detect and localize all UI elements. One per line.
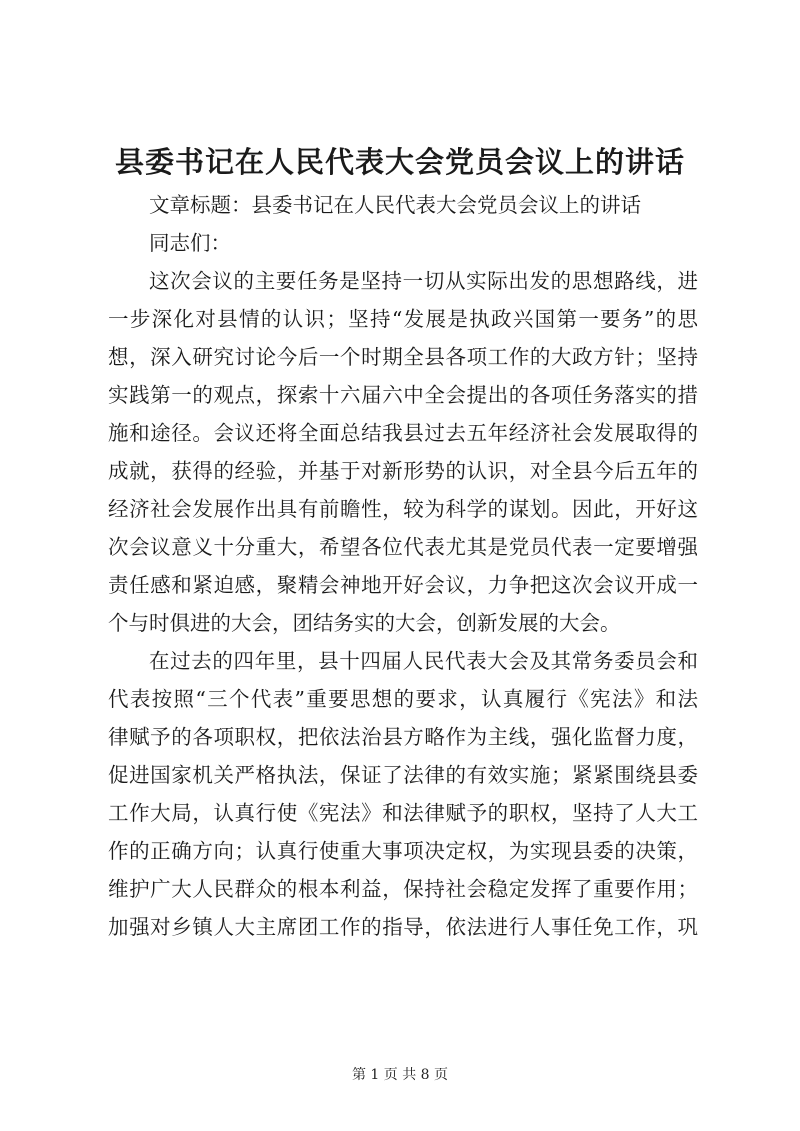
paragraph-line: 施和途径。会议还将全面总结我县过去五年经济社会发展取得的 <box>108 421 698 445</box>
paragraph-line: 代表按照“三个代表”重要思想的要求，认真履行《宪法》和法 <box>108 687 698 711</box>
paragraph-line: 次会议意义十分重大，希望各位代表尤其是党员代表一定要增强 <box>108 535 698 559</box>
paragraph-line: 一步深化对县情的认识；坚持“发展是执政兴国第一要务”的思 <box>108 307 698 331</box>
paragraph-line: 加强对乡镇人大主席团工作的指导，依法进行人事任免工作，巩 <box>108 915 698 939</box>
paragraph-line: 维护广大人民群众的根本利益，保持社会稳定发挥了重要作用； <box>108 877 698 901</box>
paragraph-line: 这次会议的主要任务是坚持一切从实际出发的思想路线，进 <box>149 269 698 293</box>
paragraph-line: 经济社会发展作出具有前瞻性，较为科学的谋划。因此，开好这 <box>108 497 698 521</box>
paragraph-2 <box>108 642 698 946</box>
paragraph-line: 责任感和紧迫感，聚精会神地开好会议，力争把这次会议开成一 <box>108 573 698 597</box>
paragraph-line: 想，深入研究讨论今后一个时期全县各项工作的大政方针；坚持 <box>108 345 698 369</box>
paragraph-line: 作的正确方向；认真行使重大事项决定权，为实现县委的决策， <box>108 839 698 863</box>
paragraph-line: 律赋予的各项职权，把依法治县方略作为主线，强化监督力度， <box>108 725 698 749</box>
document-body <box>108 186 698 946</box>
document-title: 县委书记在人民代表大会党员会议上的讲话 <box>114 145 685 179</box>
subtitle-line: 文章标题：县委书记在人民代表大会党员会议上的讲话 <box>149 193 641 217</box>
paragraph-line: 工作大局，认真行使《宪法》和法律赋予的职权，坚持了人大工 <box>108 801 698 825</box>
paragraph-line: 个与时俱进的大会，团结务实的大会，创新发展的大会。 <box>108 611 621 635</box>
paragraph-1 <box>108 262 698 642</box>
paragraph-line: 实践第一的观点，探索十六届六中全会提出的各项任务落实的措 <box>108 383 698 407</box>
paragraph-line: 成就，获得的经验，并基于对新形势的认识，对全县今后五年的 <box>108 459 698 483</box>
page-footer: 第 1 页 共 8 页 <box>351 1067 449 1083</box>
paragraph-line: 促进国家机关严格执法，保证了法律的有效实施；紧紧围绕县委 <box>108 763 698 787</box>
salutation: 同志们： <box>149 231 231 255</box>
paragraph-line: 在过去的四年里，县十四届人民代表大会及其常务委员会和 <box>149 649 698 673</box>
